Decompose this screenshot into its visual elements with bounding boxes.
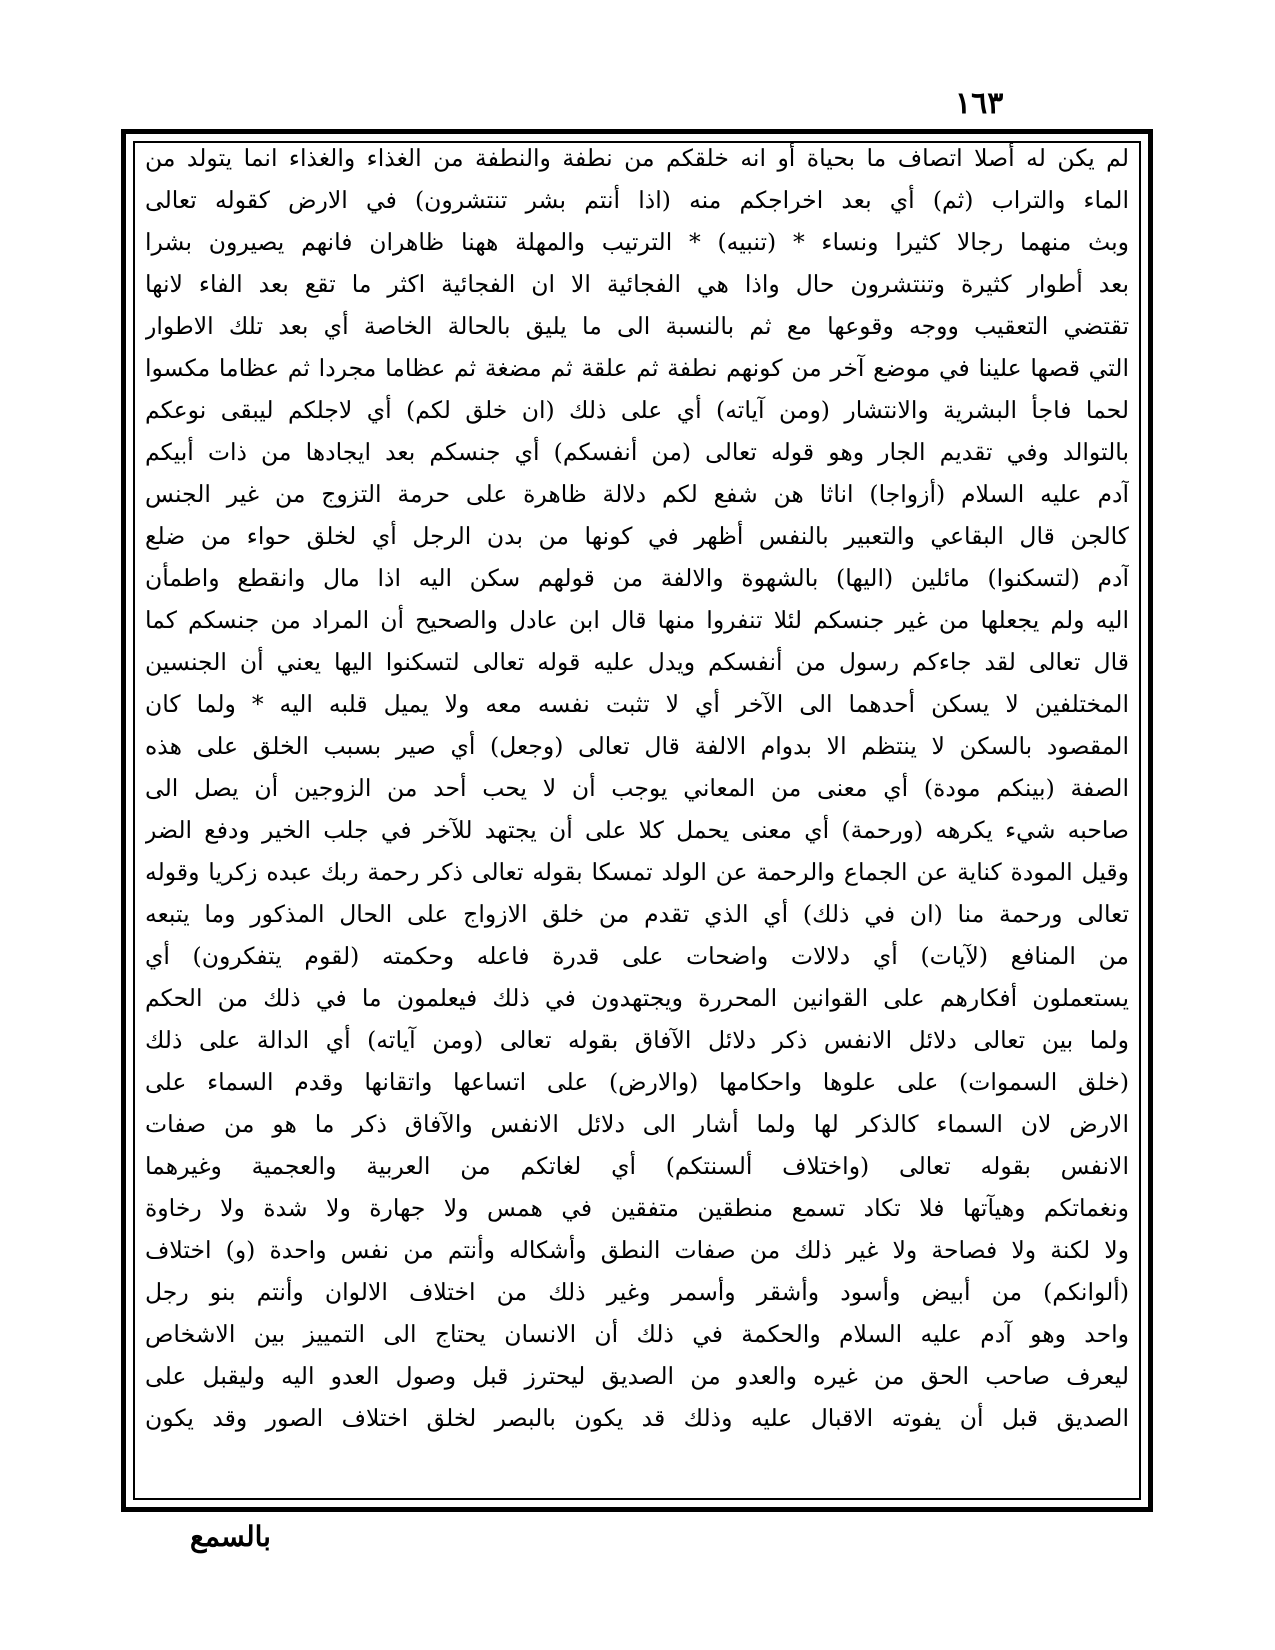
text-line: يستعملون أفكارهم على القوانين المحررة ويجتهدون في ذلك فيعلمون ما في ذلك من الحكم <box>145 984 1129 1012</box>
text-line: تقتضي التعقيب ووجه وقوعها مع ثم بالنسبة الى ما يليق بالحالة الخاصة أي بعد تلك الاطوار <box>145 312 1129 340</box>
catchword: بالسمع <box>190 1520 271 1553</box>
text-line: الصفة (بينكم مودة) أي معنى من المعاني يوجب أن لا يحب أحد من الزوجين أن يصل الى <box>145 774 1129 802</box>
text-line: الارض لان السماء كالذكر لها ولما أشار الى دلائل الانفس والآفاق ذكر ما هو من صفات <box>145 1110 1129 1138</box>
text-line: (ألوانكم) من أبيض وأسود وأشقر وأسمر وغير ذلك من اختلاف الالوان وأنتم بنو رجل <box>145 1278 1129 1306</box>
text-line: وبث منهما رجالا كثيرا ونساء * (تنبيه) * الترتيب والمهلة ههنا ظاهران فانهم يصيرون بشرا <box>145 228 1129 256</box>
text-line: المختلفين لا يسكن أحدهما الى الآخر أي لا تثبت نفسه معه ولا يميل قلبه اليه * ولما كان <box>145 690 1129 718</box>
text-line: لم يكن له أصلا اتصاف ما بحياة أو انه خلقكم من نطفة والنطفة من الغذاء والغذاء انما يتولد من <box>145 144 1129 172</box>
text-line: آدم عليه السلام (أزواجا) اناثا هن شفع لكم دلالة ظاهرة على حرمة التزوج من غير الجنس <box>145 480 1129 508</box>
text-line: ونغماتكم وهيآتها فلا تكاد تسمع منطقين متفقين في همس ولا جهارة ولا شدة ولا رخاوة <box>145 1194 1129 1222</box>
text-line: من المنافع (لآيات) أي دلالات واضحات على قدرة فاعله وحكمته (لقوم يتفكرون) أي <box>145 942 1129 970</box>
text-line: المقصود بالسكن لا ينتظم الا بدوام الالفة قال تعالى (وجعل) أي صير بسبب الخلق على هذه <box>145 732 1129 760</box>
text-line: آدم (لتسكنوا) مائلين (اليها) بالشهوة والالفة من قولهم سكن اليه اذا مال وانقطع واطمأن <box>145 564 1129 592</box>
text-line: (خلق السموات) على علوها واحكامها (والارض) على اتساعها واتقانها وقدم السماء على <box>145 1068 1129 1096</box>
text-line: اليه ولم يجعلها من غير جنسكم لئلا تنفروا منها قال ابن عادل والصحيح أن المراد من جنسكم كما <box>145 606 1129 634</box>
text-line: بعد أطوار كثيرة وتنتشرون حال واذا هي الفجائية الا ان الفجائية اكثر ما تقع بعد الفاء لانها <box>145 270 1129 298</box>
text-line: لحما فاجأ البشرية والانتشار (ومن آياته) أي على ذلك (ان خلق لكم) أي لاجلكم ليبقى نوعكم <box>145 396 1129 424</box>
text-line: الماء والتراب (ثم) أي بعد اخراجكم منه (اذا أنتم بشر تنتشرون) في الارض كقوله تعالى <box>145 186 1129 214</box>
text-line: كالجن قال البقاعي والتعبير بالنفس أظهر في كونها من بدن الرجل أي لخلق حواء من ضلع <box>145 522 1129 550</box>
text-line: الانفس بقوله تعالى (واختلاف ألسنتكم) أي لغاتكم من العربية والعجمية وغيرهما <box>145 1152 1129 1180</box>
main-text <box>145 137 1129 1481</box>
text-line <box>145 1439 1129 1481</box>
text-line: واحد وهو آدم عليه السلام والحكمة في ذلك أن الانسان يحتاج الى التمييز بين الاشخاص <box>145 1320 1129 1348</box>
text-line: الصديق قبل أن يفوته الاقبال عليه وذلك قد يكون بالبصر لخلق اختلاف الصور وقد يكون <box>145 1404 1129 1432</box>
text-line: التي قصها علينا في موضع آخر من كونهم نطفة ثم علقة ثم مضغة ثم عظاما مجردا ثم عظاما مكسوا <box>145 354 1129 382</box>
text-line: تعالى ورحمة منا (ان في ذلك) أي الذي تقدم من خلق الازواج على الحال المذكور وما يتبعه <box>145 900 1129 928</box>
text-line: وقيل المودة كناية عن الجماع والرحمة عن الولد تمسكا بقوله تعالى ذكر رحمة ربك عبده زكريا وقوله <box>145 858 1129 886</box>
text-line: ليعرف صاحب الحق من غيره والعدو من الصديق ليحترز قبل وصول العدو اليه وليقبل على <box>145 1362 1129 1390</box>
page-number: ١٦٣ <box>955 86 1004 121</box>
text-line: قال تعالى لقد جاءكم رسول من أنفسكم ويدل عليه قوله تعالى لتسكنوا اليها يعني أن الجنسين <box>145 648 1129 676</box>
text-line: بالتوالد وفي تقديم الجار وهو قوله تعالى (من أنفسكم) أي جنسكم بعد ايجادها من ذات أبيكم <box>145 438 1129 466</box>
text-line: ولا لكنة ولا فصاحة ولا غير ذلك من صفات النطق وأشكاله وأنتم من نفس واحدة (و) اختلاف <box>145 1236 1129 1264</box>
text-line: صاحبه شيء يكرهه (ورحمة) أي معنى يحمل كلا على أن يجتهد للآخر في جلب الخير ودفع الضر <box>145 816 1129 844</box>
text-line: ولما بين تعالى دلائل الانفس ذكر دلائل الآفاق بقوله تعالى (ومن آياته) أي الدالة على ذلك <box>145 1026 1129 1054</box>
